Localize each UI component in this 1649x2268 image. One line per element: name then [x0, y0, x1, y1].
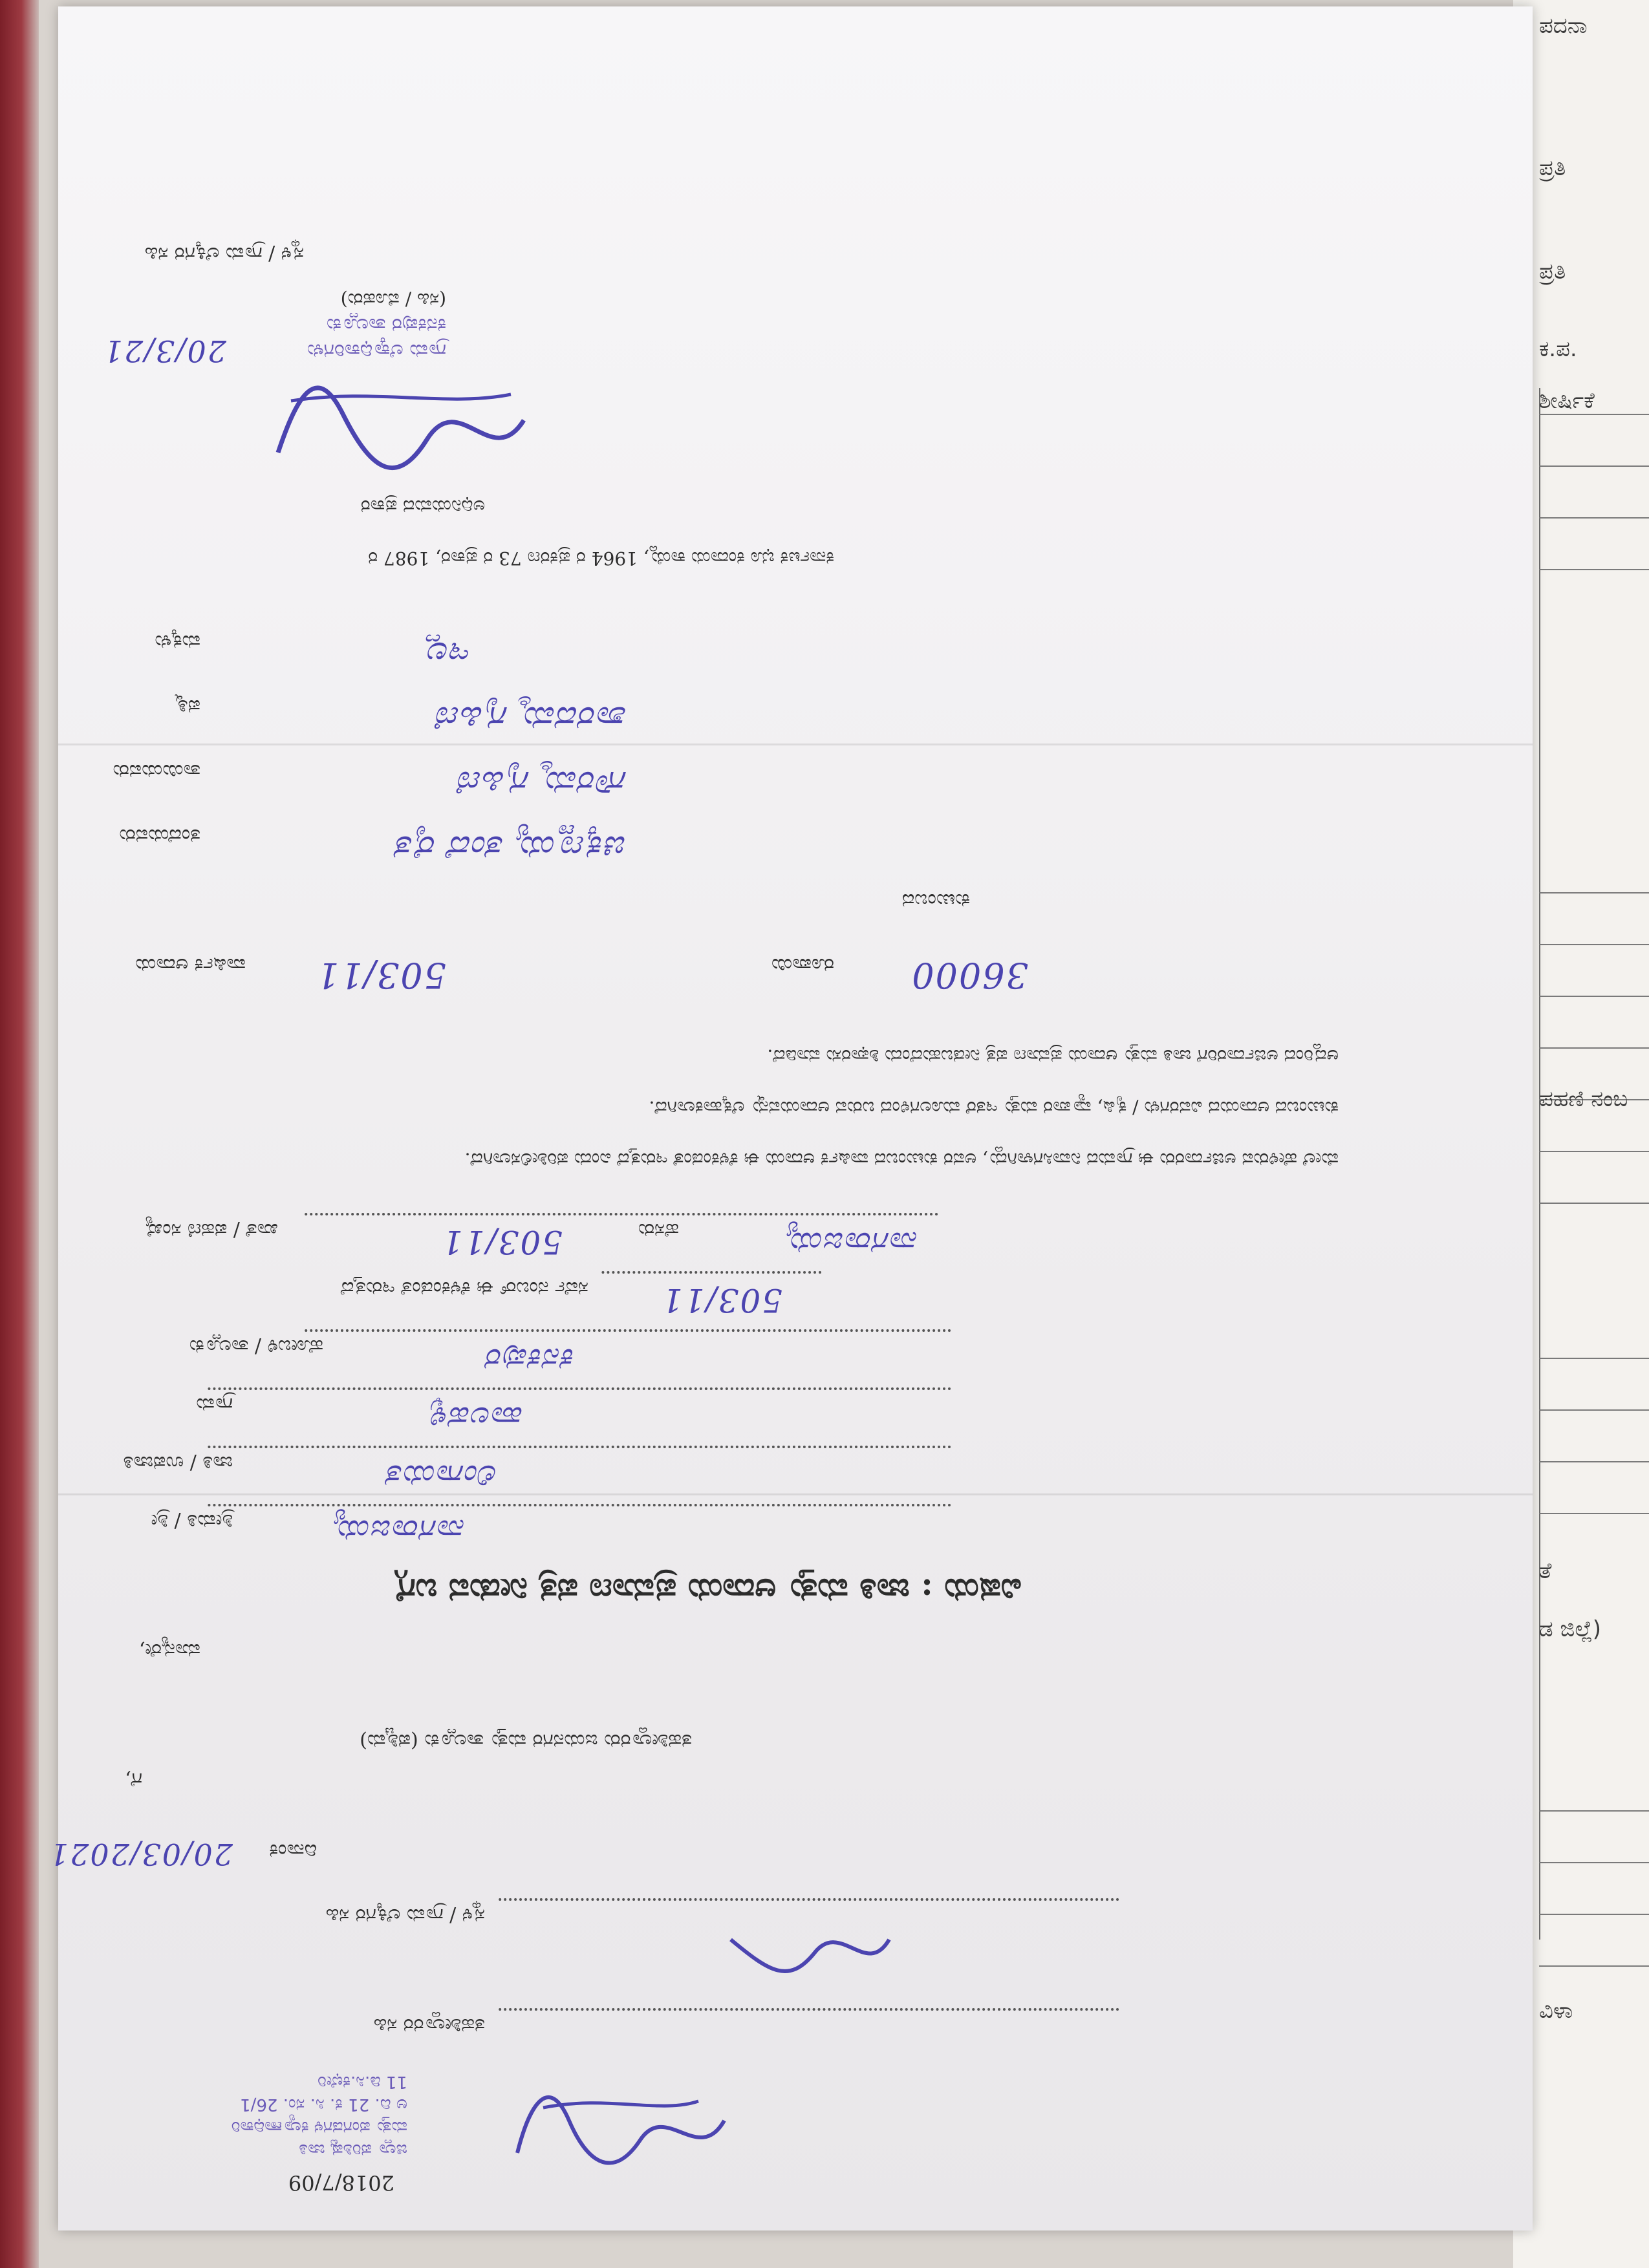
office-stamp-line: ಮತ್ತು ಪಂಗಡಗಳ ಕಲ್ಯಾಣಾಧಿಕಾರಿ — [231, 2117, 407, 2137]
signature-top — [504, 2082, 737, 2179]
family-row-value: ಶಾರದಮ್ಮ ಗೃಹಿಣಿ — [436, 700, 627, 737]
row6-survey: 503/11 — [441, 1223, 563, 1261]
family-heading: ಕುಟುಂಬದ — [901, 889, 970, 912]
sheet-rule — [1539, 1810, 1649, 1812]
row4-label: ಹೋಬಳಿ / ತಾಲ್ಲೂಕು — [189, 1335, 323, 1358]
sheet-rule — [1539, 1513, 1649, 1514]
right-sheet-label: ಪಹಣಿ ನಂಬ — [1539, 1086, 1628, 1112]
row2-label: ಜಾತಿ / ಉಪಜಾತಿ — [123, 1451, 233, 1474]
doc-number: 2018/7/09 — [288, 2170, 394, 2195]
salutation: ಮಾನ್ಯರೇ, — [138, 1639, 200, 1662]
sheet-rule — [1539, 1047, 1649, 1049]
row4-value: ಕನಕಪುರ — [486, 1342, 576, 1377]
family-row-value: ಗೌರಮ್ಮ ಗೃಹಿಣಿ — [457, 764, 627, 802]
income-survey: 503/11 — [316, 955, 446, 996]
body-paragraph-3: ಆದ್ದರಿಂದ ಅರ್ಜಿದಾರರಿಗೆ ಜಾತಿ ಮತ್ತು ಆದಾಯ ಪ್ರಮಾಣ ಪತ್ರ ನೀಡಬಹುದೆಂದು ಶಿಫಾರಸು ಮಾಡಿದೆ. — [767, 1045, 1339, 1067]
bottom-stamp-line: ಗ್ರಾಮ ಲೆಕ್ಕಾಧಿಕಾರಿಗಳು — [307, 339, 446, 362]
sheet-rule — [1539, 1358, 1649, 1359]
body-paragraph-2: ಕುಟುಂಬದ ಆದಾಯದ ವಿವರಗಳು / ಕೃಷಿ, ವ್ಯಾಪಾರ ಮತ್ತು ಇತರೆ ಮೂಲಗಳಿಂದ ಬರುವ ಆದಾಯವನ್ನು ಲೆಕ್ಕಹಾಕಲಾಗಿದೆ. — [649, 1097, 1339, 1118]
legal-line-2: ಅಧಿನಿಯಮದ ಪ್ರಕಾರ — [360, 496, 485, 517]
row6-label: ಖಾತೆ / ಪಹಣಿ ಸಂಖ್ಯೆ — [145, 1219, 278, 1241]
row6-extra-label: ಹೆಸರು — [638, 1219, 679, 1241]
dotted-line — [207, 1504, 951, 1506]
income-value: 36000 — [911, 955, 1028, 996]
bottom-stamp-line: ಕನಕಪುರ ತಾಲ್ಲೂಕು — [326, 314, 446, 336]
sheet-rule — [1539, 1151, 1649, 1152]
binder-strip — [0, 0, 39, 2268]
subject-line: ವಿಷಯ : ಜಾತಿ ಮತ್ತು ಆದಾಯ ಪ್ರಮಾಣ ಪತ್ರ ನೀಡುವ ಬಗ್ಗೆ — [394, 1572, 1022, 1610]
sheet-rule — [1539, 1965, 1649, 1967]
sheet-rule — [1539, 1409, 1649, 1411]
to-line: ಗೆ, — [125, 1768, 142, 1791]
signature-clerk — [718, 1914, 899, 1985]
dotted-line — [498, 2008, 1119, 2011]
family-row-label: ತಂದೆಯವರು — [119, 824, 200, 847]
office-stamp-line: 11 ಡಿ.ಸಿ.ಕಛೇರಿ — [318, 2072, 407, 2091]
sheet-rule — [1539, 944, 1649, 945]
right-sheet-label: ಶೀರ್ಷಿಕೆ — [1539, 388, 1595, 414]
sheet-rule — [1539, 414, 1649, 415]
bottom-sign-label: ಸ್ಥಳ / ಗ್ರಾಮ ಲೆಕ್ಕಿಗರ ಸಹಿ — [144, 242, 304, 265]
dotted-line — [304, 1213, 938, 1215]
sheet-rule — [1539, 1203, 1649, 1204]
sheet-rule — [1539, 1461, 1649, 1462]
right-sheet-label: ವಿಳಾ — [1539, 1998, 1573, 2024]
date-label: ದಿನಾಂಕ — [269, 1839, 317, 1862]
signature-bottom — [265, 375, 537, 485]
income-label: ವಾರ್ಷಿಕ ಆದಾಯ — [135, 954, 246, 976]
to-office: ತಹಶೀಲ್ದಾರರು ಜಯನಗರ ಮತ್ತು ತಾಲ್ಲೂಕು (ಪಶ್ಚಿಮ) — [360, 1729, 692, 1752]
sheet-rule — [1539, 465, 1649, 467]
sheet-rule — [1539, 517, 1649, 519]
row3-value: ಹಾಲಹಳ್ಳಿ — [429, 1400, 524, 1435]
family-row-value: ಚಿಕ್ಕಣ್ಣಯ್ಯ ತಂದೆ ರೈತ — [395, 829, 627, 866]
row5-label: ಸರ್ವೆ ನಂಬರ್ ಈ ಕೆಳಕಂಡಂತೆ ಇರುತ್ತದೆ — [340, 1277, 588, 1300]
row3-label: ಗ್ರಾಮ — [196, 1393, 233, 1416]
bottom-date: 20/3/21 — [102, 334, 226, 369]
sheet-rule — [1539, 1914, 1649, 1915]
dotted-line — [207, 1387, 951, 1390]
row5-survey: 503/11 — [661, 1281, 782, 1319]
document-page — [48, 6, 1533, 2231]
bottom-stamp-line: (ಸಹಿ / ಮೊಹರು) — [340, 289, 446, 310]
sheet-rule — [1539, 996, 1649, 997]
dotted-line — [498, 1898, 1119, 1901]
office-stamp-line: ಅ ದಿ. 21 ಕ. ಸಿ. ಸಂ. 26/1 — [240, 2095, 407, 2114]
date-value: 20/03/2021 — [48, 1837, 233, 1872]
right-sheet-label: ಪದನಾ — [1539, 13, 1588, 39]
row2-value: ಲಿಂಗಾಯತ — [386, 1459, 498, 1493]
right-sheet-label: ಪ್ರತಿ — [1539, 259, 1566, 284]
row1-label: ಶ್ರೀಮತಿ / ಶ್ರೀ — [151, 1510, 233, 1532]
family-row-label: ಮಕ್ಕಳು — [155, 630, 200, 653]
right-sheet-label: ಪ್ರತಿ — [1539, 155, 1566, 181]
office-stamp-line: ಜಿಲ್ಲಾ ಪರಿಶಿಷ್ಟ ಜಾತಿ — [299, 2140, 407, 2159]
right-sheet-label: ತೆ — [1539, 1558, 1552, 1584]
underlying-sheet — [1513, 0, 1649, 2268]
legal-line: ಕರ್ನಾಟಕ ಭೂ ಕಂದಾಯ ಕಾಯ್ದೆ, 1964 ರ ಪ್ರಕರಣ 73 ರ ಪ್ರಕಾರ, 1987 ರ — [368, 548, 834, 569]
income-rs-label: ರೂಪಾಯಿ — [771, 954, 834, 976]
officer-sign-label-2: ಸ್ಥಳ / ಗ್ರಾಮ ಲೆಕ್ಕಿಗರ ಸಹಿ — [325, 1904, 485, 1927]
right-sheet-label: ಕ.ಪ. — [1539, 336, 1577, 362]
sheet-rule — [1539, 569, 1649, 570]
row1-value: ನಾಗರಾಜಯ್ಯ — [334, 1514, 466, 1548]
right-sheet-label: ಡ ಜಿಲ್ಲೆ) — [1539, 1616, 1602, 1642]
body-paragraph-1: ಮೇಲೆ ಹೇಳಿರುವ ಅರ್ಜಿದಾರರು ಈ ಗ್ರಾಮದ ನಿವಾಸಿಗಳಾಗಿದ್ದು, ಅವರ ಕುಟುಂಬದ ವಾರ್ಷಿಕ ಆದಾಯ ಈ ಕೆಳಕಂಡಂತೆ ಇರುತ್ತದೆ ಎಂದು ಪರಿಶೀಲಿಸಲಾಗಿದೆ. — [464, 1149, 1339, 1170]
upside-down-content — [48, 6, 1533, 2231]
family-row-value: ಇಲ್ಲ — [424, 635, 472, 672]
officer-sign-label-1: ತಹಶೀಲ್ದಾರರ ಸಹಿ — [373, 2014, 485, 2037]
row6-name: ನಾಗರಾಜಯ್ಯ — [786, 1226, 918, 1261]
dotted-line — [207, 1446, 951, 1448]
family-row-label: ತಾಯಿಯವರು — [113, 760, 200, 782]
dotted-line — [304, 1329, 951, 1332]
dotted-line — [601, 1271, 821, 1274]
sheet-rule — [1539, 1862, 1649, 1863]
sheet-margin-line — [1539, 388, 1540, 1940]
family-row-label: ಪತ್ನಿ — [175, 695, 200, 718]
sheet-rule — [1539, 892, 1649, 893]
